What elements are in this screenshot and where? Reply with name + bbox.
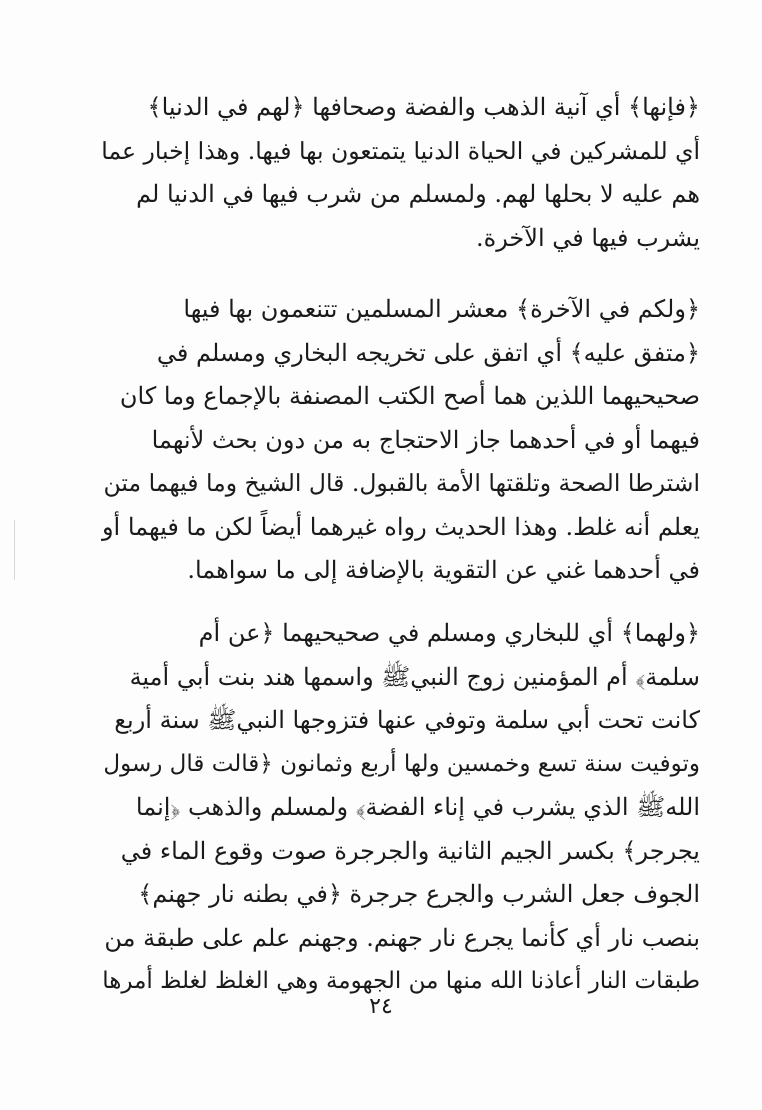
page-edge-mark bbox=[14, 520, 15, 580]
paragraph-line: طبقات النار أعاذنا الله منها من الجهومة وهي الغلظ لغلظ أمرها bbox=[102, 968, 700, 994]
paragraph-line: سلمة﴾ أم المؤمنين زوج النبيﷺ واسمها هند بنت أبي أمية bbox=[129, 662, 700, 691]
paragraph-line: في أحدهما غني عن التقوية بالإضافة إلى ما سواهما. bbox=[187, 556, 700, 584]
paragraph-1 bbox=[100, 86, 700, 260]
paragraph-line: ﴿متفق عليه﴾ أي اتفق على تخريجه البخاري ومسلم في bbox=[156, 338, 700, 367]
paragraph-line: اشترطا الصحة وتلقتها الأمة بالقبول. قال الشيخ وما فيهما متن bbox=[103, 469, 700, 497]
paragraph-line: كانت تحت أبي سلمة وتوفي عنها فتزوجها النبيﷺ سنة أربع bbox=[114, 706, 700, 734]
paragraph-line: الجوف جعل الشرب والجرع جرجرة ﴿في بطنه نار جهنم﴾ bbox=[138, 880, 700, 908]
paragraph-line: ﴿ولكم في الآخرة﴾ معشر المسلمين تتنعمون بها فيها bbox=[183, 295, 700, 323]
paragraph-line: ﴿فإنها﴾ أي آنية الذهب والفضة وصحافها ﴿لهم في الدنيا﴾ bbox=[147, 93, 700, 121]
paragraph-line: اللهﷺ الذي يشرب في إناء الفضة﴾ ولمسلم والذهب ﴿إنما bbox=[135, 793, 700, 821]
paragraph-3 bbox=[100, 612, 700, 1004]
paragraph-line: هم عليه لا بحلها لهم. ولمسلم من شرب فيها في الدنيا لم bbox=[136, 180, 700, 208]
paragraph-line: يجرجر﴾ بكسر الجيم الثانية والجرجرة صوت وقوع الماء في bbox=[120, 836, 700, 865]
paragraph-line: بنصب نار أي كأنما يجرع نار جهنم. وجهنم علم على طبقة من bbox=[104, 923, 700, 952]
paragraph-line: أي للمشركين في الحياة الدنيا يتمتعون بها فيها. وهذا إخبار عما bbox=[101, 136, 700, 165]
paragraph-line: وتوفيت سنة تسع وخمسين ولها أربع وثمانون ﴿قالت قال رسول bbox=[103, 750, 700, 777]
paragraph-line: فيهما أو في أحدهما جاز الاحتجاج به من دون بحث لأنهما bbox=[151, 425, 700, 454]
paragraph-line: يشرب فيها في الآخرة. bbox=[475, 223, 700, 252]
page-number: ٢٤ bbox=[369, 994, 393, 1019]
paragraph-2 bbox=[100, 288, 700, 593]
paragraph-line: صحيحيهما اللذين هما أصح الكتب المصنفة بالإجماع وما كان bbox=[119, 382, 700, 410]
paragraph-line: ﴿ولهما﴾ أي للبخاري ومسلم في صحيحيهما ﴿عن أم bbox=[198, 619, 700, 647]
paragraph-line: يعلم أنه غلط. وهذا الحديث رواه غيرهما أيضاً لكن ما فيهما أو bbox=[101, 512, 700, 541]
